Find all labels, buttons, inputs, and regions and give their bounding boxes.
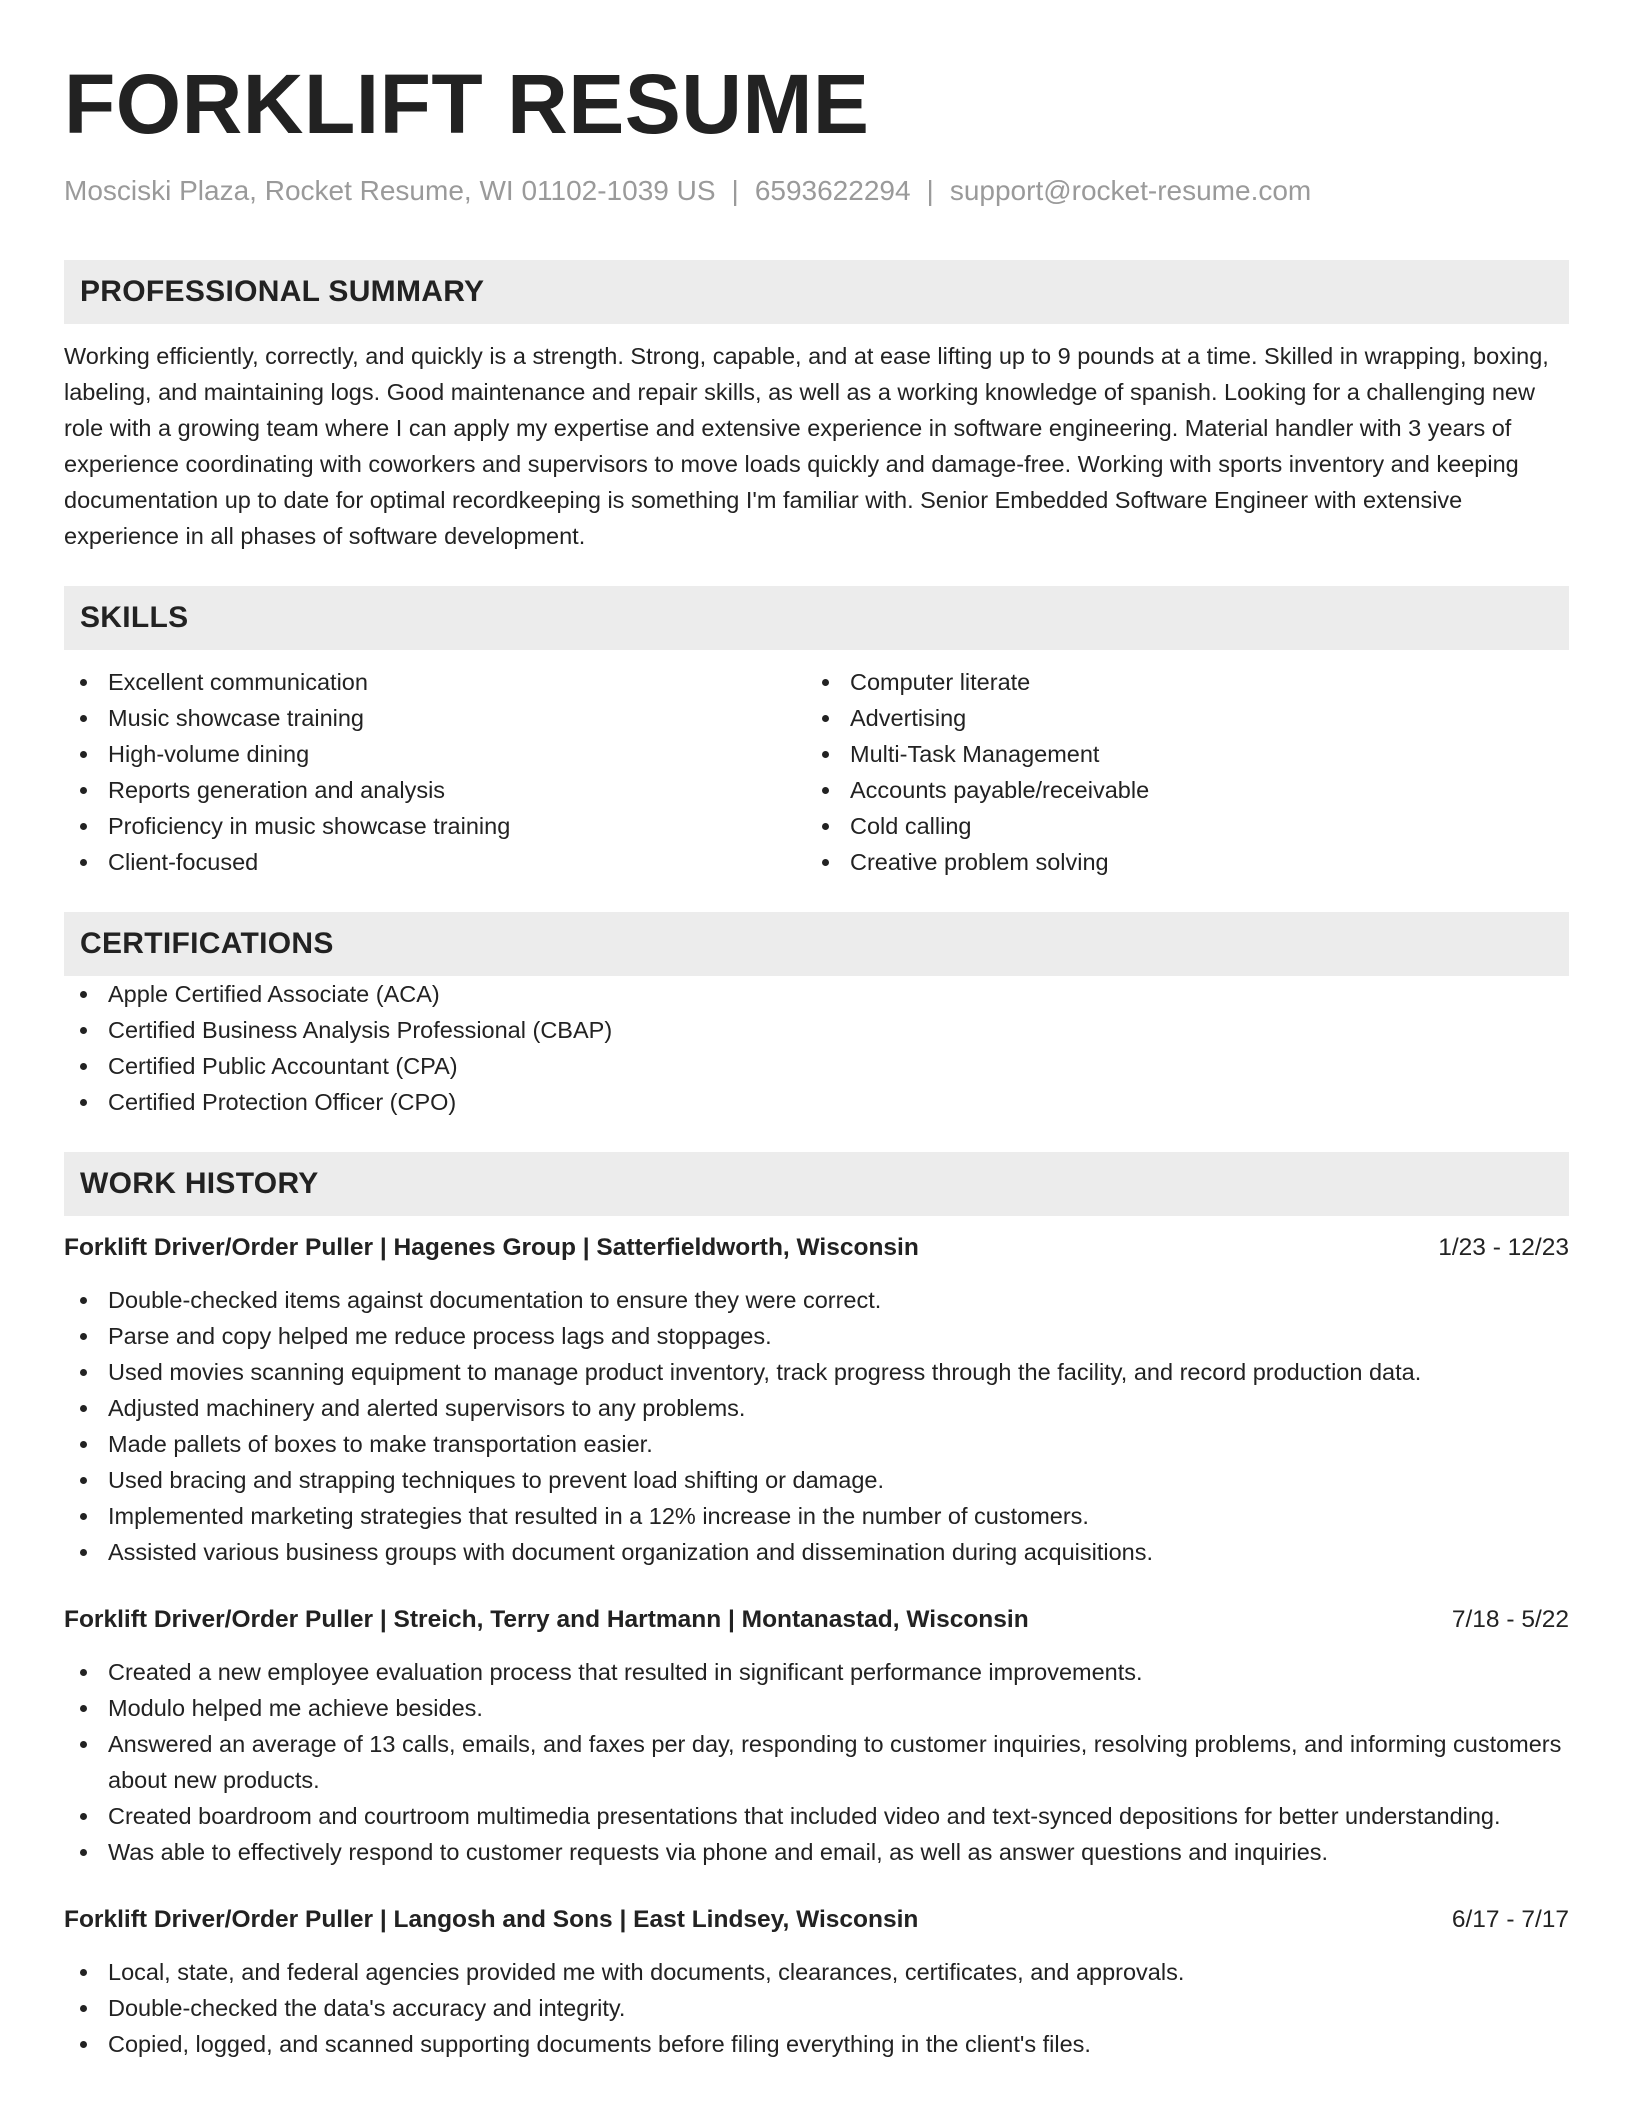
skill-item: Computer literate <box>806 664 1548 700</box>
job-bullets <box>64 1282 1569 1570</box>
certifications-list <box>64 976 1569 1120</box>
resume-title: FORKLIFT RESUME <box>64 57 870 151</box>
certification-item: Certified Public Accountant (CPA) <box>64 1048 1569 1084</box>
job-bullet: Created boardroom and courtroom multimedia presentations that included video and text-synced depositions for better understanding. <box>64 1798 1569 1834</box>
job-title: Forklift Driver/Order Puller | Langosh and Sons | East Lindsey, Wisconsin <box>64 1906 919 1933</box>
certification-item: Certified Protection Officer (CPO) <box>64 1084 1569 1120</box>
work-history-section-header <box>64 1152 1569 1216</box>
job-header <box>64 1230 1569 1266</box>
skill-item: Music showcase training <box>64 700 806 736</box>
job-bullet: Parse and copy helped me reduce process lags and stoppages. <box>64 1318 1569 1354</box>
job-bullet: Implemented marketing strategies that resulted in a 12% increase in the number of customers. <box>64 1498 1569 1534</box>
skill-item: Multi-Task Management <box>806 736 1548 772</box>
job-bullet: Used bracing and strapping techniques to prevent load shifting or damage. <box>64 1462 1569 1498</box>
skill-item: Excellent communication <box>64 664 806 700</box>
contact-separator: | <box>926 175 934 206</box>
job-bullet: Created a new employee evaluation process that resulted in significant performance improvements. <box>64 1654 1569 1690</box>
skills-column-left <box>64 664 806 880</box>
job-bullet: Local, state, and federal agencies provided me with documents, clearances, certificates, and approvals. <box>64 1954 1569 1990</box>
job-bullets <box>64 1654 1569 1870</box>
job-entry <box>64 1230 1569 1570</box>
summary-section-header <box>64 260 1569 324</box>
summary-text: Working efficiently, correctly, and quickly is a strength. Strong, capable, and at ease lifting up to 9 pounds at a time. Skilled in wrapping, boxing, labeling, and maintaining logs. Good maintenance and repair skills, as well as a working knowledge of spanish. Looking for a challenging new role with a growing team where I can apply my expertise and extensive experience in software engineering. Material handler with 3 years of experience coordinating with coworkers and supervisors to move loads quickly and damage-free. Working with sports inventory and keeping documentation up to date for optimal recordkeeping is something I'm familiar with. Senior Embedded Software Engineer with extensive experience in all phases of software development. <box>64 343 1549 549</box>
summary-heading: PROFESSIONAL SUMMARY <box>80 275 485 308</box>
job-entry <box>64 1602 1569 1870</box>
contact-separator: | <box>731 175 739 206</box>
job-bullet: Made pallets of boxes to make transportation easier. <box>64 1426 1569 1462</box>
skill-item: Proficiency in music showcase training <box>64 808 806 844</box>
job-dates: 1/23 - 12/23 <box>1438 1234 1569 1261</box>
skill-item: Reports generation and analysis <box>64 772 806 808</box>
certifications-section-header <box>64 912 1569 976</box>
job-bullet: Was able to effectively respond to customer requests via phone and email, as well as answer questions and inquiries. <box>64 1834 1569 1870</box>
work-history-heading: WORK HISTORY <box>80 1167 319 1200</box>
contact-phone: 6593622294 <box>754 175 911 206</box>
job-header <box>64 1902 1569 1938</box>
job-bullets <box>64 1954 1569 2062</box>
contact-address: Mosciski Plaza, Rocket Resume, WI 01102-1039 US <box>64 175 716 206</box>
job-bullet: Double-checked items against documentation to ensure they were correct. <box>64 1282 1569 1318</box>
job-header <box>64 1602 1569 1638</box>
contact-line <box>64 174 1569 208</box>
skill-item: High-volume dining <box>64 736 806 772</box>
job-bullet: Assisted various business groups with document organization and dissemination during acquisitions. <box>64 1534 1569 1570</box>
certification-item: Apple Certified Associate (ACA) <box>64 976 1569 1012</box>
job-bullet: Copied, logged, and scanned supporting documents before filing everything in the client's files. <box>64 2026 1569 2062</box>
job-title: Forklift Driver/Order Puller | Streich, Terry and Hartmann | Montanastad, Wisconsin <box>64 1606 1029 1633</box>
job-bullet: Used movies scanning equipment to manage product inventory, track progress through the facility, and record production data. <box>64 1354 1569 1390</box>
job-entry <box>64 1902 1569 2062</box>
job-dates: 6/17 - 7/17 <box>1451 1906 1569 1933</box>
contact-email: support@rocket-resume.com <box>949 175 1312 206</box>
skill-item: Accounts payable/receivable <box>806 772 1548 808</box>
certifications-heading: CERTIFICATIONS <box>80 927 334 960</box>
skills-column-right <box>806 664 1548 880</box>
skill-item: Creative problem solving <box>806 844 1548 880</box>
skills-section-header <box>64 586 1569 650</box>
job-bullet: Adjusted machinery and alerted supervisors to any problems. <box>64 1390 1569 1426</box>
skills-heading: SKILLS <box>80 601 189 634</box>
resume-page <box>64 56 1569 2062</box>
skill-item: Cold calling <box>806 808 1548 844</box>
job-bullet: Double-checked the data's accuracy and integrity. <box>64 1990 1569 2026</box>
job-title: Forklift Driver/Order Puller | Hagenes Group | Satterfieldworth, Wisconsin <box>64 1234 919 1261</box>
certification-item: Certified Business Analysis Professional (CBAP) <box>64 1012 1569 1048</box>
skill-item: Advertising <box>806 700 1548 736</box>
skill-item: Client-focused <box>64 844 806 880</box>
job-bullet: Answered an average of 13 calls, emails, and faxes per day, responding to customer inquiries, resolving problems, and informing customers about new products. <box>64 1726 1569 1798</box>
skills-list <box>64 664 1569 880</box>
job-bullet: Modulo helped me achieve besides. <box>64 1690 1569 1726</box>
job-dates: 7/18 - 5/22 <box>1451 1606 1569 1633</box>
